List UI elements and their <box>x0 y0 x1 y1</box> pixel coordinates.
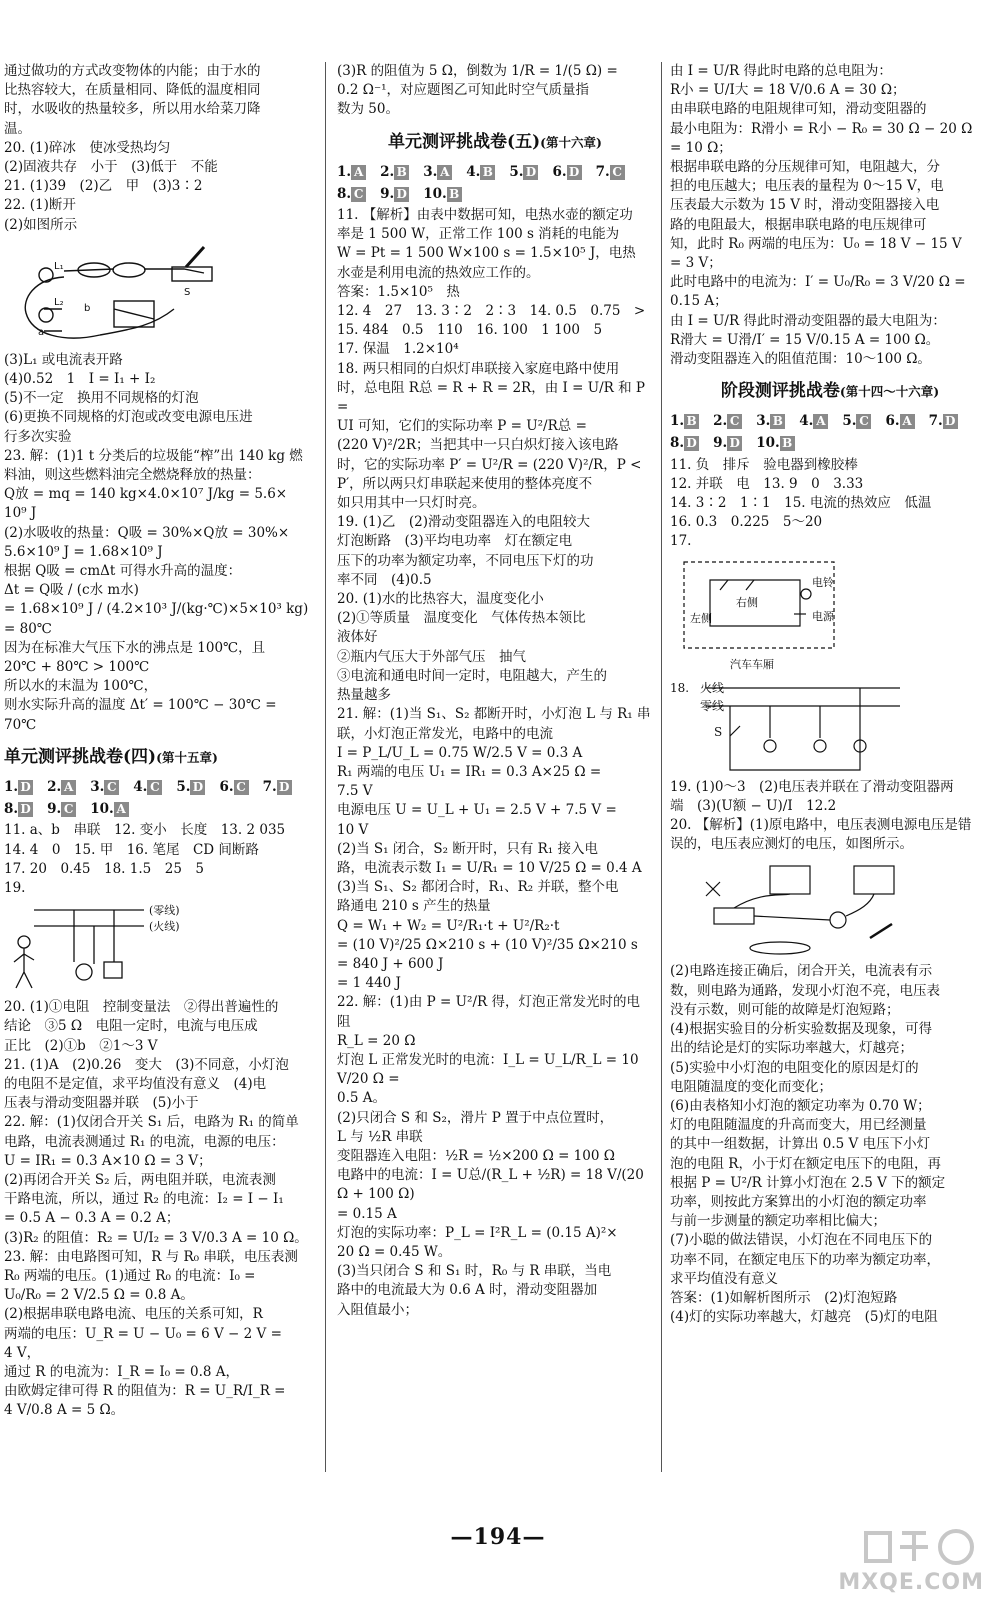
text-line: 时，水吸收的热量较多，所以用水给菜刀降 <box>4 101 261 118</box>
col1-lines-d <box>4 998 316 1420</box>
text-line: 答案：1.5×10⁵ 热 <box>337 283 460 300</box>
choice-number: 2. <box>380 163 395 180</box>
text-line: (2)①等质量 温度变化 气体传热本领比 <box>337 610 586 627</box>
text-line: (3)R 的阻值为 5 Ω，倒数为 1/R = 1/(5 Ω) = <box>337 63 618 79</box>
choice-number: 8. <box>670 435 685 452</box>
choice-answers-unit-5 <box>337 163 653 204</box>
text-line: 没有示数，则可能的故障是灯泡短路； <box>670 1001 900 1018</box>
choice-letter-box: D <box>684 436 699 451</box>
choice-answer <box>756 434 795 453</box>
text-line: (3)当 S₁、S₂ 都闭合时，R₁、R₂ 并联，整个电 <box>337 879 619 896</box>
text-line: 功率不同，在额定电压下的功率为额定功率， <box>670 1251 940 1268</box>
text-line: = 10 Ω； <box>670 139 732 156</box>
text-line: 的电阻不是定值，求平均值没有意义 (4)电 <box>4 1075 267 1092</box>
text-line: 由 I = U/R 得此时电路的总电阻为： <box>670 63 892 79</box>
choice-number: 10. <box>423 185 447 202</box>
text-line: 15. 484 0.5 110 16. 100 1 100 5 <box>337 322 603 339</box>
text-line: 液体好 <box>337 629 378 646</box>
text-line: 所以水的末温为 100℃， <box>4 678 158 695</box>
text-line: 5.6×10⁹ J = 1.68×10⁹ J <box>4 543 163 560</box>
choice-answer <box>133 778 162 797</box>
text-line: ③电流和通电时间一定时，电阻越大，产生的 <box>337 667 607 684</box>
text-line: R小 = U/I大 = 18 V/0.6 A = 30 Ω； <box>670 82 906 99</box>
text-line: (2)只闭合 S 和 S₂，滑片 P 置于中点位置时， <box>337 1109 614 1126</box>
choice-letter-box: A <box>351 165 366 180</box>
choice-answer <box>423 185 462 204</box>
text-line: 20℃ + 80℃ > 100℃ <box>4 659 150 676</box>
text-line: R₁ 两端的电压 U₁ = IR₁ = 0.3 A×25 Ω = <box>337 763 602 780</box>
text-line: 21. (1)39 (2)乙 甲 (3)3∶2 <box>4 178 203 195</box>
text-line: 知，此时 R₀ 两端的电压为：U₀ = 18 V − 15 V <box>670 235 962 252</box>
text-line: = 840 J + 600 J <box>337 955 444 972</box>
watermark-logo-icon <box>860 1525 980 1569</box>
text-line: 11. 负 排斥 验电器到橡胶棒 <box>670 456 858 473</box>
choice-answer <box>380 163 409 182</box>
text-line: 19. (1)0～3 (2)电压表并联在了滑动变阻器两 <box>670 778 954 795</box>
page-number: —194— <box>450 1524 546 1550</box>
text-line: 由串联电路的电阻规律可知，滑动变阻器的 <box>670 101 927 118</box>
text-line: 担的电压越大；电压表的量程为 0～15 V，电 <box>670 178 944 195</box>
text-line: R₀ 两端的电压。(1)通过 R₀ 的电流：I₀ = <box>4 1267 256 1284</box>
text-line: = 1.68×10⁹ J / (4.2×10³ J/(kg·℃)×5×10³ kg) = 80℃ <box>4 601 313 637</box>
text-line: (4)根据实验目的分析实验数据及现象，可得 <box>670 1021 933 1038</box>
text-line: 0.2 Ω⁻¹，对应题图乙可知此时空气质量指 <box>337 82 589 99</box>
choice-number: 3. <box>756 413 771 430</box>
choice-answers-unit-4 <box>4 778 316 819</box>
experiment-apparatus-figure-q20 <box>670 858 970 958</box>
column-divider-2 <box>661 62 662 1472</box>
svg-text:左侧: 左侧 <box>690 611 712 625</box>
choice-answer <box>756 412 785 431</box>
choice-letter-box: B <box>684 414 699 429</box>
choice-answer <box>47 778 76 797</box>
text-line: (5)实验中小灯泡的电阻变化的原因是灯的 <box>670 1059 919 1076</box>
choice-answer <box>596 163 625 182</box>
column-3 <box>670 62 990 1327</box>
choice-answer <box>263 778 292 797</box>
text-line: 0.15 A； <box>670 293 728 310</box>
choice-number: 4. <box>466 163 481 180</box>
text-line: 误的，电压表应测灯的电压，如图所示。 <box>670 836 913 853</box>
choice-answer <box>380 185 409 204</box>
choice-answer <box>4 778 33 797</box>
text-line: 14. 4 0 15. 甲 16. 笔尾 CD 间断路 <box>4 841 259 858</box>
text-line: 数为 50。 <box>337 101 399 118</box>
text-line: L 与 ½R 串联 <box>337 1128 423 1145</box>
choice-answer <box>713 412 742 431</box>
text-line: 电阻随温度的变化而变化； <box>670 1078 832 1095</box>
text-line: W = Pt = 1 500 W×100 s = 1.5×10⁵ J，电热 <box>337 245 636 262</box>
text-line: 灯泡 L 正常发光时的电流：I_L = U_L/R_L = 10 V/20 Ω = <box>337 1051 643 1088</box>
text-line: Q放 = mq = 140 kg×4.0×10⁷ J/kg = 5.6× <box>4 486 288 503</box>
choice-answer <box>466 163 495 182</box>
choice-answer <box>219 778 248 797</box>
choice-number: 1. <box>670 413 685 430</box>
col2-lines-a <box>337 62 653 120</box>
text-line: 泡的电阻 R，小于灯在额定电压下的电阻，再 <box>670 1155 941 1172</box>
text-line: 则水实际升高的温度 Δt′ = 100℃ − 30℃ = <box>4 697 277 714</box>
text-line: 由欧姆定律可得 R 的阻值为：R = U_R/I_R = <box>4 1383 286 1400</box>
choice-number: 5. <box>509 163 524 180</box>
choice-number: 6. <box>552 163 567 180</box>
text-line: (2)水吸收的热量：Q吸 = 30%×Q放 = 30%× <box>4 524 290 541</box>
text-line: (2)再闭合开关 S₂ 后，两电阻并联，电流表测 <box>4 1171 276 1188</box>
col2-lines-b <box>337 206 653 1320</box>
choice-answer <box>337 185 366 204</box>
choice-number: 4. <box>133 778 148 795</box>
choice-letter-box: B <box>447 187 462 202</box>
svg-text:零线: 零线 <box>700 698 725 713</box>
text-line: 答案：(1)如解析图所示 (2)灯泡短路 <box>670 1289 898 1306</box>
text-line: 压表最大示数为 15 V 时，滑动变阻器接入电 <box>670 197 940 214</box>
choice-number: 7. <box>262 778 277 795</box>
choice-number: 2. <box>713 413 728 430</box>
text-line: 数，则电路为通路，发现小灯泡不亮，电压表 <box>670 982 940 999</box>
text-line: (5)不一定 换用不同规格的灯泡 <box>4 390 199 407</box>
column-2 <box>337 62 653 1320</box>
text-line: 灯泡的实际功率：P_L = I²R_L = (0.15 A)²× <box>337 1224 618 1241</box>
choice-letter-box: D <box>18 780 33 795</box>
choice-letter-box: C <box>856 414 871 429</box>
col1-lines-a <box>4 62 316 235</box>
choice-answer <box>423 163 452 182</box>
text-line: 0.5 A。 <box>337 1090 387 1107</box>
text-line: 23. 解：(1)1 t 分类后的垃圾能“榨”出 140 kg 燃 <box>4 447 303 464</box>
svg-text:18.: 18. <box>670 680 690 695</box>
text-line: Δt = Q吸 / (c水 m水) <box>4 582 139 599</box>
text-line: I = P_L/U_L = 0.75 W/2.5 V = 0.3 A <box>337 744 583 761</box>
choice-number: 2. <box>47 778 62 795</box>
text-line: 行多次实验 <box>4 428 72 445</box>
text-line: 11. a、b 串联 12. 变小 长度 13. 2 035 <box>4 822 286 839</box>
text-line: 率不同 (4)0.5 <box>337 571 432 588</box>
text-line: 路的电阻最大，根据串联电路的电压规律可 <box>670 216 927 233</box>
text-line: UI 可知，它们的实际功率 P = U²/R总 = <box>337 418 587 435</box>
text-line: 22. (1)断开 <box>4 197 76 214</box>
choice-number: 6. <box>885 413 900 430</box>
svg-text:S: S <box>184 286 191 298</box>
text-line: 14. 3∶2 1∶1 15. 电流的热效应 低温 <box>670 495 932 512</box>
text-line: 时，总电阻 R总 = R + R = 2R，由 I = U/R 和 P = <box>337 379 650 416</box>
text-line: 路中的电流最大为 0.6 A 时，滑动变阻器加 <box>337 1282 598 1299</box>
choice-answer <box>799 412 828 431</box>
text-line: 通过做功的方式改变物体的内能；由于水的 <box>4 63 261 79</box>
text-line: 路通电 210 s 产生的热量 <box>337 898 491 915</box>
choice-answer <box>337 163 366 182</box>
choice-answer <box>4 800 33 819</box>
text-line: 料油，则这些燃料油完全燃烧释放的热量： <box>4 467 261 484</box>
choice-number: 10. <box>90 801 114 818</box>
text-line: 22. 解：(1)仅闭合开关 S₁ 后，电路为 R₁ 的简单 <box>4 1114 299 1131</box>
choice-letter-box: A <box>114 802 129 817</box>
text-line: 7.5 V <box>337 783 373 800</box>
text-line: 4 V/0.8 A = 5 Ω。 <box>4 1402 125 1419</box>
household-circuit-figure-q18 <box>670 678 970 774</box>
choice-letter-box: A <box>61 780 76 795</box>
choice-number: 1. <box>4 778 19 795</box>
choice-letter-box: D <box>523 165 538 180</box>
choice-number: 10. <box>756 435 780 452</box>
text-line: 变阻器连入电阻：½R = ½×200 Ω = 100 Ω <box>337 1147 615 1164</box>
text-line: 20. (1)①电阻 控制变量法 ②得出普遍性的 <box>4 999 279 1016</box>
text-line: (7)小聪的做法错误，小灯泡在不同电压下的 <box>670 1232 933 1249</box>
text-line: 11. 【解析】由表中数据可知，电热水壶的额定功 <box>337 207 633 224</box>
wiring-figure-q19 <box>4 902 204 994</box>
text-line: 滑动变阻器连入的阻值范围：10～100 Ω。 <box>670 351 931 368</box>
text-line: 的其中一组数据，计算出 0.5 V 电压下小灯 <box>670 1136 931 1153</box>
section-title-stage-test: 阶段测评挑战卷(第十四～十六章) <box>720 381 940 402</box>
text-line: (4)灯的实际功率越大，灯越亮 (5)灯的电阻 <box>670 1309 938 1326</box>
text-line: 两端的电压：U_R = U − U₀ = 6 V − 2 V = <box>4 1325 282 1342</box>
text-line: 比热容较大，在质量相同、降低的温度相同 <box>4 82 261 99</box>
choice-letter-box: C <box>727 414 742 429</box>
text-line: U = IR₁ = 0.3 A×10 Ω = 3 V； <box>4 1152 212 1169</box>
text-line: 压表与滑动变阻器并联 (5)小于 <box>4 1095 199 1112</box>
text-line: 19. <box>4 879 26 896</box>
choice-number: 9. <box>380 185 395 202</box>
svg-text:b: b <box>84 302 91 314</box>
text-line: (2)如图所示 <box>4 216 78 233</box>
text-line: 21. 解：(1)当 S₁、S₂ 都断开时，小灯泡 L 与 R₁ 串 <box>337 706 651 723</box>
text-line: 10 V <box>337 821 369 838</box>
text-line: U₀/R₀ = 2 V/2.5 Ω = 0.8 A。 <box>4 1287 194 1304</box>
text-line: 功率，则按此方案算出的小灯泡的额定功率 <box>670 1193 927 1210</box>
col1-lines-b <box>4 351 316 735</box>
text-line: 21. (1)A (2)0.26 变大 (3)不同意，小灯泡 <box>4 1056 289 1073</box>
choice-letter-box: B <box>480 165 495 180</box>
text-line: 联，小灯泡正常发光，电路中的电流 <box>337 725 553 742</box>
svg-text:右侧: 右侧 <box>736 595 758 609</box>
text-line: 通过 R 的电流为：I_R = I₀ = 0.8 A， <box>4 1363 240 1380</box>
choice-number: 3. <box>90 778 105 795</box>
text-line: 正比 (2)①b ②1～3 V <box>4 1037 158 1054</box>
text-line: 此时电路中的电流为：I′ = U₀/R₀ = 3 V/20 Ω = <box>670 274 966 291</box>
text-line: Q = W₁ + W₂ = U²/R₁·t + U²/R₂·t <box>337 917 560 934</box>
choice-answer <box>90 778 119 797</box>
text-line: 电路中的电流：I = U总/(R_L + ½R) = 18 V/(20 Ω + 100 Ω) <box>337 1167 649 1203</box>
text-line: (3)L₁ 或电流表开路 <box>4 351 123 368</box>
svg-text:L₂: L₂ <box>54 296 64 308</box>
text-line: 求平均值没有意义 <box>670 1270 778 1287</box>
choice-answer <box>552 163 581 182</box>
choice-number: 7. <box>928 413 943 430</box>
choice-number: 8. <box>337 185 352 202</box>
text-line: = 0.5 A − 0.3 A = 0.2 A； <box>4 1210 180 1227</box>
text-line: 10⁹ J <box>4 505 37 522</box>
text-line: 16. 0.3 0.225 5～20 <box>670 514 823 531</box>
text-line: (2)固液共存 小于 (3)低于 不能 <box>4 159 218 176</box>
col3-lines-b <box>670 456 990 552</box>
choice-number: 7. <box>595 163 610 180</box>
choice-number: 3. <box>423 163 438 180</box>
text-line: 端 (3)(U额 − U)/I 12.2 <box>670 797 837 814</box>
choice-answer <box>842 412 871 431</box>
text-line: 灯泡断路 (3)平均电功率 灯在额定电 <box>337 533 573 550</box>
text-line: 入阻值最小； <box>337 1301 418 1318</box>
svg-text:电源: 电源 <box>812 609 834 623</box>
text-line: = 3 V； <box>670 255 722 272</box>
col1-lines-c <box>4 821 316 898</box>
choice-answer <box>713 434 742 453</box>
text-line: 20. (1)水的比热容大，温度变化小 <box>337 591 544 608</box>
text-line: (6)更换不同规格的灯泡或改变电源电压进 <box>4 409 253 426</box>
choice-letter-box: D <box>394 187 409 202</box>
choice-letter-box: A <box>900 414 915 429</box>
text-line: 4 V， <box>4 1344 41 1361</box>
text-line: 12. 并联 电 13. 9 0 3.33 <box>670 475 864 492</box>
choice-letter-box: B <box>394 165 409 180</box>
choice-letter-box: C <box>61 802 76 817</box>
text-line: (2)电路连接正确后，闭合开关，电流表有示 <box>670 963 933 980</box>
text-line: 根据串联电路的分压规律可知，电阻越大，分 <box>670 159 940 176</box>
text-line: 热量越多 <box>337 687 391 704</box>
text-line: 灯的电阻随温度的升高而变大，用已经测量 <box>670 1117 927 1134</box>
column-divider-1 <box>325 62 326 1472</box>
choice-letter-box: B <box>780 436 795 451</box>
svg-text:a: a <box>38 326 45 338</box>
choice-letter-box: A <box>437 165 452 180</box>
choice-letter-box: C <box>234 780 249 795</box>
column-1 <box>4 62 316 1421</box>
text-line: 电源电压 U = U_L + U₁ = 2.5 V + 7.5 V = <box>337 802 617 819</box>
text-line: 率是 1 500 W，正常工作 100 s 消耗的电能为 <box>337 226 620 243</box>
text-line: 12. 4 27 13. 3∶2 2∶3 14. 0.5 0.75 > <box>337 303 646 320</box>
text-line: 根据 Q吸 = cmΔt 可得水升高的温度： <box>4 563 242 580</box>
watermark-logo: MXQE.COM <box>808 1525 988 1595</box>
choice-letter-box: D <box>190 780 205 795</box>
text-line: 压下的功率为额定功率，不同电压下灯的功 <box>337 552 594 569</box>
section-title-unit-5: 单元测评挑战卷(五)(第十六章) <box>388 131 602 152</box>
choice-letter-box: D <box>18 802 33 817</box>
section-title-unit-4: 单元测评挑战卷(四)(第十五章) <box>4 746 218 767</box>
choice-letter-box: C <box>147 780 162 795</box>
choice-letter-box: D <box>943 414 958 429</box>
choice-answers-stage-test <box>670 412 990 453</box>
choice-letter-box: D <box>277 780 292 795</box>
text-line: 22. 解：(1)由 P = U²/R 得，灯泡正常发光时的电阻 <box>337 994 640 1030</box>
text-line: = 1 440 J <box>337 975 401 992</box>
text-line: 20 Ω = 0.45 W。 <box>337 1243 452 1260</box>
col3-lines-d <box>670 962 990 1327</box>
text-line: R_L = 20 Ω <box>337 1032 416 1049</box>
choice-answer <box>670 434 699 453</box>
text-line: 结论 ③5 Ω 电阻一定时，电流与电压成 <box>4 1018 258 1035</box>
text-line: 20. (1)碎冰 使冰受热均匀 <box>4 139 171 156</box>
text-line: (220 V)²/2R；当把其中一只白炽灯接入该电路 <box>337 437 619 454</box>
choice-answer <box>176 778 205 797</box>
text-line: 17. 20 0.45 18. 1.5 25 5 <box>4 860 204 877</box>
choice-letter-box: B <box>770 414 785 429</box>
text-line: 19. (1)乙 (2)滑动变阻器连入的电阻较大 <box>337 514 604 531</box>
choice-letter-box: C <box>104 780 119 795</box>
text-line: 17. 保温 1.2×10⁴ <box>337 341 459 358</box>
text-line: 根据 P = U²/R 计算小灯泡在 2.5 V 下的额定 <box>670 1174 946 1191</box>
choice-number: 9. <box>47 801 62 818</box>
text-line: 电路，电流表测通过 R₁ 的电流，电源的电压： <box>4 1133 285 1150</box>
text-line: = (10 V)²/25 Ω×210 s + (10 V)²/35 Ω×210 s <box>337 936 638 953</box>
choice-letter-box: C <box>610 165 625 180</box>
choice-letter-box: D <box>567 165 582 180</box>
choice-answer <box>90 800 129 819</box>
svg-text:L₁: L₁ <box>54 260 64 272</box>
choice-answer <box>929 412 958 431</box>
text-line: 干路电流，所以，通过 R₂ 的电流：I₂ = I − I₁ <box>4 1191 284 1208</box>
svg-text:(火线): (火线) <box>149 920 180 934</box>
text-line: 18. 两只相同的白炽灯串联接入家庭电路中使用 <box>337 360 620 377</box>
svg-text:汽车车厢: 汽车车厢 <box>730 657 774 671</box>
circuit-figure-q22 <box>4 239 234 347</box>
text-line: 温。 <box>4 120 31 137</box>
text-line: 23. 解：由电路图可知，R 与 R₀ 串联，电压表测 <box>4 1248 298 1265</box>
choice-answer <box>47 800 76 819</box>
text-line: ②瓶内气压大于外部气压 抽气 <box>337 648 526 665</box>
text-line: 最小电阻为：R滑小 = R小 − R₀ = 30 Ω − 20 Ω <box>670 120 973 137</box>
text-line: 因为在标准大气压下水的沸点是 100℃，且 <box>4 639 266 656</box>
text-line: (4)0.52 1 I = I₁ + I₂ <box>4 371 156 388</box>
choice-number: 6. <box>219 778 234 795</box>
svg-text:S: S <box>714 724 723 739</box>
text-line: (3)当只闭合 S 和 S₁ 时，R₀ 与 R 串联，当电 <box>337 1263 612 1280</box>
text-line: P′，所以两只灯串联起来使用的整体亮度不 <box>337 475 593 492</box>
choice-answer <box>670 412 699 431</box>
svg-text:(零线): (零线) <box>149 904 180 918</box>
text-line: (3)R₂ 的阻值：R₂ = U/I₂ = 3 V/0.3 A = 10 Ω。 <box>4 1229 308 1246</box>
text-line: 如只用其中一只灯时亮。 <box>337 495 486 512</box>
text-line: 70℃ <box>4 716 37 733</box>
text-line: 20. 【解析】(1)原电路中，电压表测电源电压是错 <box>670 817 972 834</box>
text-line: 水壶是利用电流的热效应工作的。 <box>337 264 540 281</box>
choice-answer <box>509 163 538 182</box>
text-line: 17. <box>670 533 692 550</box>
text-line: = 0.15 A <box>337 1205 397 1222</box>
choice-letter-box: C <box>351 187 366 202</box>
choice-number: 1. <box>337 163 352 180</box>
col3-lines-c <box>670 778 990 855</box>
text-line: 出的结论是灯的实际功率越大，灯越亮； <box>670 1040 913 1057</box>
choice-number: 8. <box>4 801 19 818</box>
choice-number: 5. <box>176 778 191 795</box>
choice-letter-box: D <box>727 436 742 451</box>
choice-number: 4. <box>799 413 814 430</box>
text-line: 路，电流表示数 I₁ = U/R₁ = 10 V/25 Ω = 0.4 A <box>337 859 642 876</box>
svg-text:火线: 火线 <box>700 680 725 695</box>
col3-lines-a <box>670 62 990 369</box>
text-line: (2)根据串联电路电流、电压的关系可知，R <box>4 1306 263 1323</box>
choice-answer <box>885 412 914 431</box>
text-line: (6)由表格知小灯泡的额定功率为 0.70 W； <box>670 1097 931 1114</box>
text-line: 时，它的实际功率 P′ = U²/R = (220 V)²/R，P < <box>337 456 642 473</box>
choice-number: 5. <box>842 413 857 430</box>
svg-text:电铃: 电铃 <box>812 575 834 589</box>
text-line: R滑大 = U滑/I′ = 15 V/0.15 A = 100 Ω。 <box>670 331 940 348</box>
choice-number: 9. <box>713 435 728 452</box>
car-door-circuit-figure-q17 <box>670 556 860 674</box>
text-line: 由 I = U/R 得此时滑动变阻器的最大电阻为： <box>670 312 946 329</box>
text-line: (2)当 S₁ 闭合，S₂ 断开时，只有 R₁ 接入电 <box>337 840 598 857</box>
choice-letter-box: A <box>813 414 828 429</box>
text-line: 与前一步测量的额定功率相比偏大； <box>670 1213 886 1230</box>
